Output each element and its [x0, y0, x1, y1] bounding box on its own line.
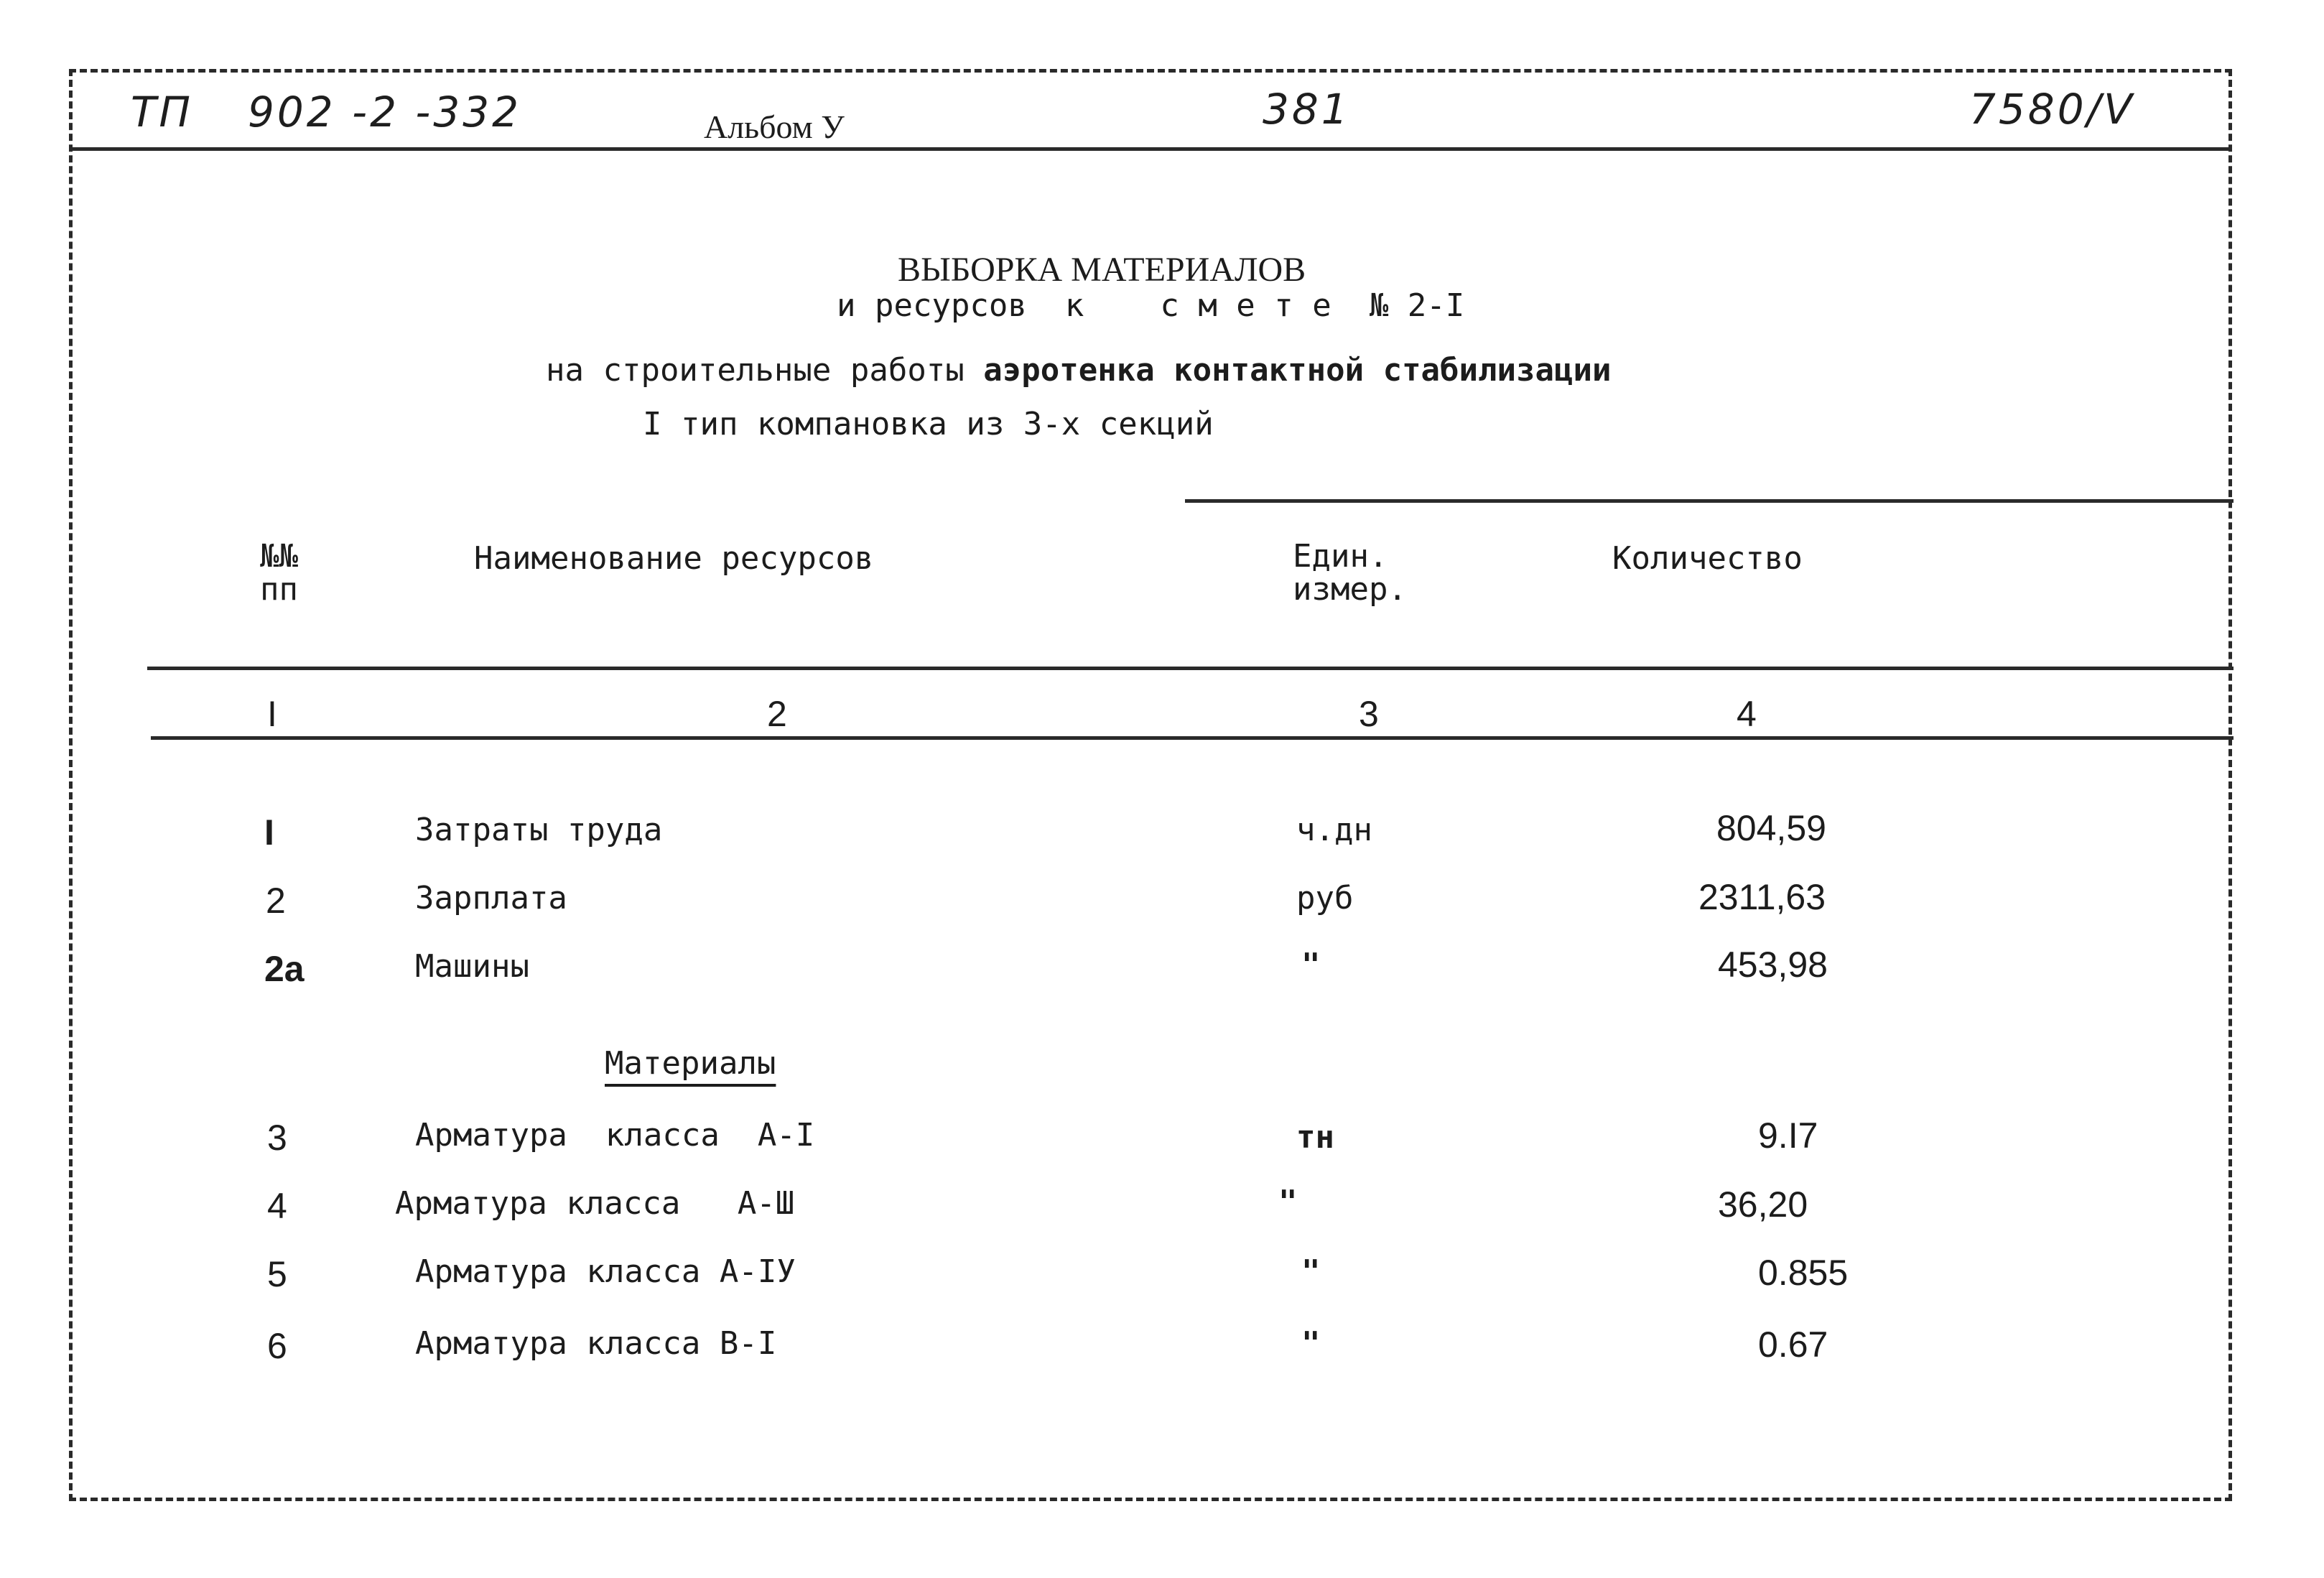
- row-1-name: Затраты труда: [415, 812, 663, 848]
- row-6-name: Арматура класса А-IУ: [415, 1253, 796, 1290]
- row-4-unit: тн: [1296, 1119, 1334, 1156]
- title-line3: [546, 352, 1611, 389]
- row-3-name: Машины: [415, 948, 529, 985]
- title-line1: ВЫБОРКА МАТЕРИАЛОВ: [898, 251, 1306, 289]
- row-5-name: Арматура класса А-Ш: [395, 1185, 795, 1222]
- col-header-num: №№ пп: [260, 538, 298, 608]
- row-5-num: 4: [267, 1186, 287, 1226]
- row-5-qty: 36,20: [1718, 1184, 1808, 1225]
- row-1-num: I: [264, 812, 274, 853]
- row-6-num: 5: [267, 1254, 287, 1294]
- col-header-name: Наименование ресурсов: [474, 540, 874, 577]
- page-number: 381: [1263, 85, 1351, 134]
- row-3-num: 2а: [264, 949, 305, 989]
- row-7-num: 6: [267, 1326, 287, 1366]
- row-4-num: 3: [267, 1118, 287, 1158]
- doc-code: 902 -2 -332: [248, 88, 522, 136]
- row-3-unit: ": [1301, 947, 1321, 983]
- section-materials: Материалы: [605, 1045, 776, 1082]
- row-7-name: Арматура класса В-I: [415, 1325, 777, 1362]
- col-number-rule: [151, 736, 2234, 740]
- col-number-1: I: [267, 694, 277, 734]
- row-7-qty: 0.67: [1758, 1324, 1828, 1365]
- row-6-unit: ": [1301, 1253, 1321, 1290]
- table-top-rule: [1185, 499, 2234, 503]
- col-header-unit: Един. измер.: [1293, 538, 1407, 608]
- row-4-name: Арматура класса А-I: [415, 1117, 815, 1154]
- col-number-3: 3: [1359, 694, 1379, 734]
- header-bottom-rule: [147, 667, 2234, 670]
- header-divider: [69, 147, 2232, 151]
- row-2-name: Зарплата: [415, 880, 567, 916]
- title-line4: I тип компановка из 3-х секций: [643, 406, 1214, 442]
- row-1-qty: 804,59: [1716, 808, 1826, 848]
- title-line3-plain: на строительные работы: [546, 352, 984, 389]
- row-4-qty: 9.I7: [1758, 1115, 1818, 1156]
- row-2-unit: руб: [1296, 880, 1354, 916]
- row-7-unit: ": [1301, 1325, 1321, 1362]
- doc-code-prefix: ТП: [131, 88, 194, 136]
- row-5-unit: ": [1278, 1184, 1298, 1220]
- col-number-4: 4: [1737, 694, 1757, 734]
- row-1-unit: ч.дн: [1296, 812, 1372, 848]
- row-2-num: 2: [266, 881, 286, 921]
- row-2-qty: 2311,63: [1698, 877, 1826, 917]
- sheet-number: 7580/V: [1969, 85, 2135, 134]
- col-header-qty: Количество: [1612, 540, 1803, 577]
- title-line2: и ресурсов к с м е т е № 2-I: [837, 287, 1465, 324]
- album-label: Альбом У: [704, 108, 845, 145]
- row-6-qty: 0.855: [1758, 1253, 1849, 1293]
- row-3-qty: 453,98: [1718, 945, 1828, 985]
- col-number-2: 2: [767, 694, 787, 734]
- title-line3-bold: аэротенка контактной стабилизации: [983, 352, 1612, 389]
